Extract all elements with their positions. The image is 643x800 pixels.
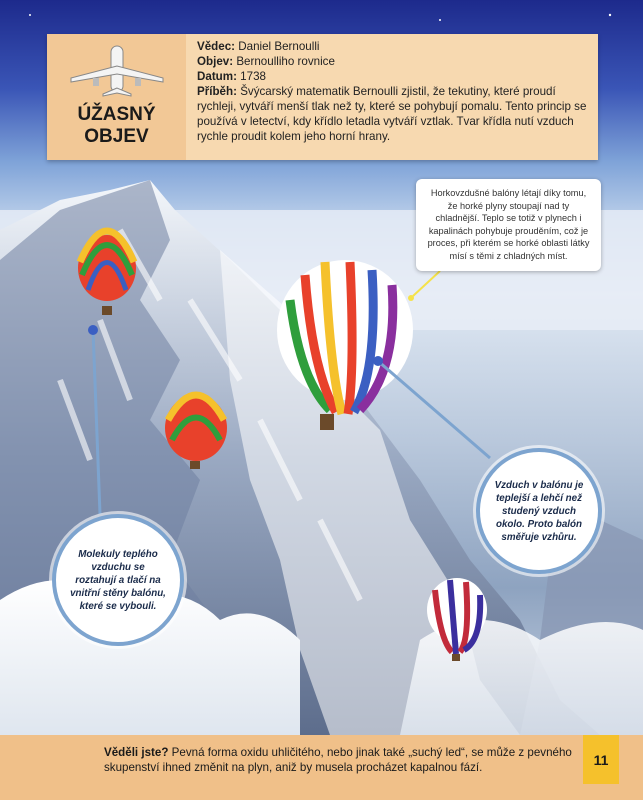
scientist-value: Daniel Bernoulli — [238, 40, 320, 53]
warm-air-bubble: Vzduch v balónu je teplejší a lehčí než studený vzduch okolo. Proto balón směřuje vzhůru. — [476, 448, 602, 574]
scientist-row — [197, 39, 592, 54]
did-you-know-body: Pevná forma oxidu uhličitého, nebo jinak také „suchý led“, se může z pevného skupenství ihned změnit na plyn, aniž by musela procházet kapalnou fází. — [104, 746, 572, 774]
discovery-row — [197, 54, 592, 69]
headline-line2: OBJEV — [84, 126, 149, 147]
discovery-badge — [47, 34, 186, 160]
headline-line1: ÚŽASNÝ — [77, 104, 156, 125]
discovery-value: Bernoulliho rovnice — [236, 55, 335, 68]
date-value: 1738 — [240, 70, 266, 83]
scientist-label: Vědec: — [197, 40, 236, 53]
did-you-know-label: Věděli jste? — [104, 746, 169, 759]
molecules-bubble: Molekuly teplého vzduchu se roztahují a tlačí na vnitřní stěny balónu, které se vybouli. — [52, 514, 184, 646]
story-label: Příběh: — [197, 85, 237, 98]
did-you-know-text — [104, 745, 574, 775]
airplane-icon — [69, 42, 165, 98]
did-you-know-footer — [0, 735, 643, 800]
discovery-details — [197, 39, 592, 144]
page-number: 11 — [583, 735, 619, 784]
story-value: Švýcarský matematik Bernoulli zjistil, že tekutiny, které proudí rychleji, vytváří menší tlak než ty, které se pohybují pomalu. Tento princip se používá v letectví, kdy křídlo letadla vytváří vztlak. Tvar křídla nutí vzduch rychle proudit kolem jeho horní hrany. — [197, 85, 587, 143]
hot-air-balloon-callout: Horkovzdušné balóny létají díky tomu, že horké plyny stoupají nad ty chladnější. Teplo se totiž v plynech i kapalinách pohybuje prouděním, což je proces, při kterém se horké oblasti látky mísí s těmi z chladných míst. — [416, 179, 601, 271]
discovery-label: Objev: — [197, 55, 234, 68]
amazing-discovery-card — [47, 34, 598, 160]
date-label: Datum: — [197, 70, 237, 83]
date-row — [197, 69, 592, 84]
bubble-right-connector — [378, 361, 490, 458]
discovery-headline — [47, 104, 186, 148]
story-row — [197, 84, 592, 144]
